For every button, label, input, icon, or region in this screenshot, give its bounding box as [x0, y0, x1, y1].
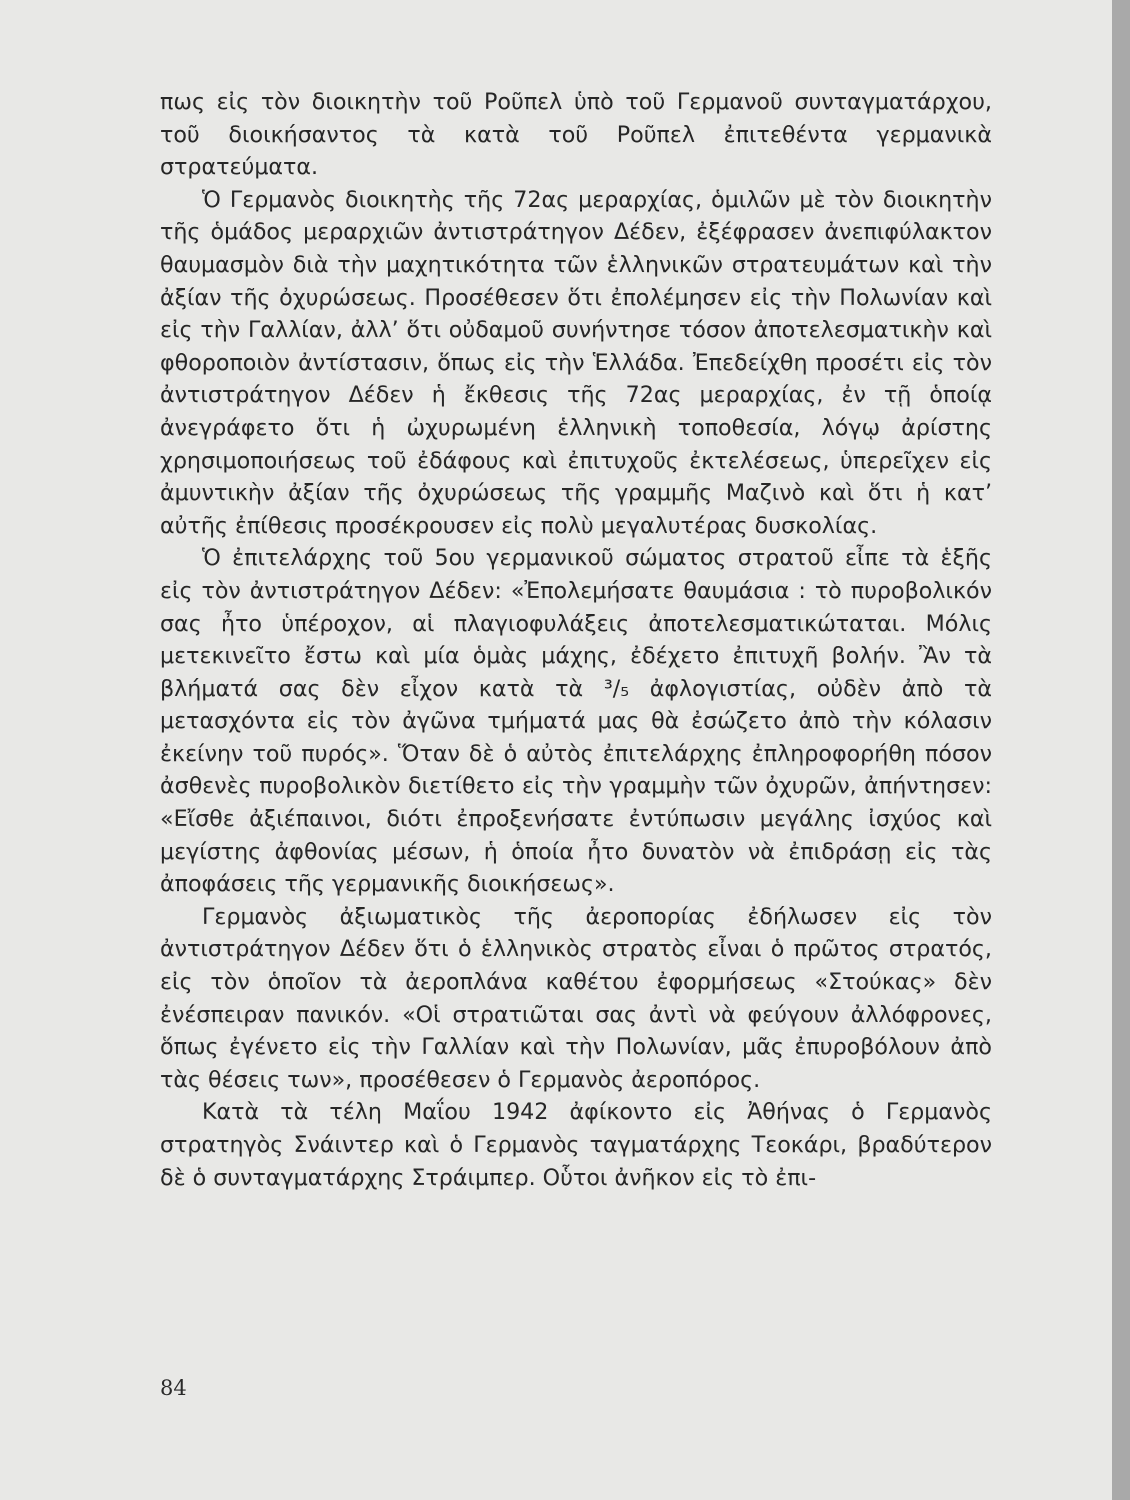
- paragraph-air-force-officer: Γερμανὸς ἀξιωματικὸς τῆς ἀεροπορίας ἐδήλωσεν εἰς τὸν ἀντιστράτηγον Δέδεν ὅτι ὁ ἑλληνικὸς στρατὸς εἶναι ὁ πρῶτος στρατός, εἰς τὸν ὁποῖον τὰ ἀεροπλάνα καθέτου ἐφορμήσεως «Στούκας» δὲν ἐνέσπειραν πανικόν. «Οἱ στρατιῶται σας ἀντὶ νὰ φεύγουν ἀλλόφρονες, ὅπως ἐγένετο εἰς τὴν Γαλλίαν καὶ τὴν Πολωνίαν, μᾶς ἐπυροβόλουν ἀπὸ τὰς θέσεις των», προσέθεσεν ὁ Γερμανὸς ἀεροπόρος.: [160, 903, 992, 1093]
- page-number: 84: [160, 1376, 187, 1400]
- paragraph-72nd-division: Ὁ Γερμανὸς διοικητὴς τῆς 72ας μεραρχίας, ὁμιλῶν μὲ τὸν διοικητὴν τῆς ὁμάδος μεραρχιῶν ἀντιστράτηγον Δέδεν, ἐξέφρασεν ἀνεπιφύλακτον θαυμασμὸν διὰ τὴν μαχητικότητα τῶν ἑλληνικῶν στρατευμάτων καὶ τὴν ἀξίαν τῆς ὀχυρώσεως. Προσέθεσεν ὅτι ἐπολέμησεν εἰς τὴν Πολωνίαν καὶ εἰς τὴν Γαλλίαν, ἀλλ’ ὅτι οὐδαμοῦ συνήντησε τόσον ἀποτελεσματικὴν καὶ φθοροποιὸν ἀντίστασιν, ὅπως εἰς τὴν Ἑλλάδα. Ἐπεδείχθη προσέτι εἰς τὸν ἀντιστράτηγον Δέδεν ἡ ἔκθεσις τῆς 72ας μεραρχίας, ἐν τῇ ὁποίᾳ ἀνεγράφετο ὅτι ἡ ὠχυρωμένη ἑλληνικὴ τοποθεσία, λόγῳ ἀρίστης χρησιμοποιήσεως τοῦ ἐδάφους καὶ ἐπιτυχοῦς ἐκτελέσεως, ὑπερεῖχεν εἰς ἀμυντικὴν ἀξίαν τῆς ὀχυρώσεως τῆς γραμμῆς Μαζινὸ καὶ ὅτι ἡ κατ’ αὐτῆς ἐπίθεσις προσέκρουσεν εἰς πολὺ μεγαλυτέρας δυσκολίας.: [160, 186, 992, 539]
- body-text: [160, 86, 992, 1194]
- paragraph-chief-of-staff: Ὁ ἐπιτελάρχης τοῦ 5ου γερμανικοῦ σώματος στρατοῦ εἶπε τὰ ἑξῆς εἰς τὸν ἀντιστράτηγον Δέδεν: «Ἐπολεμήσατε θαυμάσια : τὸ πυροβολικόν σας ἦτο ὑπέροχον, αἱ πλαγιοφυλάξεις ἀποτελεσματικώταται. Μόλις μετεκινεῖτο ἔστω καὶ μία ὁμὰς μάχης, ἐδέχετο ἐπιτυχῆ βολήν. Ἂν τὰ βλήματά σας δὲν εἶχον κατὰ τὰ ³/₅ ἀφλογιστίας, οὐδὲν ἀπὸ τὰ μετασχόντα εἰς τὸν ἀγῶνα τμήματά μας θὰ ἐσώζετο ἀπὸ τὴν κόλασιν ἐκείνην τοῦ πυρός». Ὅταν δὲ ὁ αὐτὸς ἐπιτελάρχης ἐπληροφορήθη πόσον ἀσθενὲς πυροβολικὸν διετίθετο εἰς τὴν γραμμὴν τῶν ὀχυρῶν, ἀπήντησεν: «Εἴσθε ἀξιέπαινοι, διότι ἐπροξενήσατε ἐντύπωσιν μεγάλης ἰσχύος καὶ μεγίστης ἀφθονίας μέσων, ἡ ὁποία ἦτο δυνατὸν νὰ ἐπιδράσῃ εἰς τὰς ἀποφάσεις τῆς γερμανικῆς διοικήσεως».: [160, 545, 992, 898]
- paragraph-may-1942: Κατὰ τὰ τέλη Μαΐου 1942 ἀφίκοντο εἰς Ἀθήνας ὁ Γερμανὸς στρατηγὸς Σνάιντερ καὶ ὁ Γερμανὸς ταγματάρχης Τεοκάρι, βραδύτερον δὲ ὁ συνταγματάρχης Στράιμπερ. Οὗτοι ἀνῆκον εἰς τὸ ἐπι-: [160, 1099, 992, 1191]
- page-edge-shadow: [1112, 0, 1130, 1500]
- paragraph-continuation: πως εἰς τὸν διοικητὴν τοῦ Ροῦπελ ὑπὸ τοῦ Γερμανοῦ συνταγματάρχου, τοῦ διοικήσαντος τὰ κατὰ τοῦ Ροῦπελ ἐπιτεθέντα γερμανικὰ στρατεύματα.: [160, 89, 992, 181]
